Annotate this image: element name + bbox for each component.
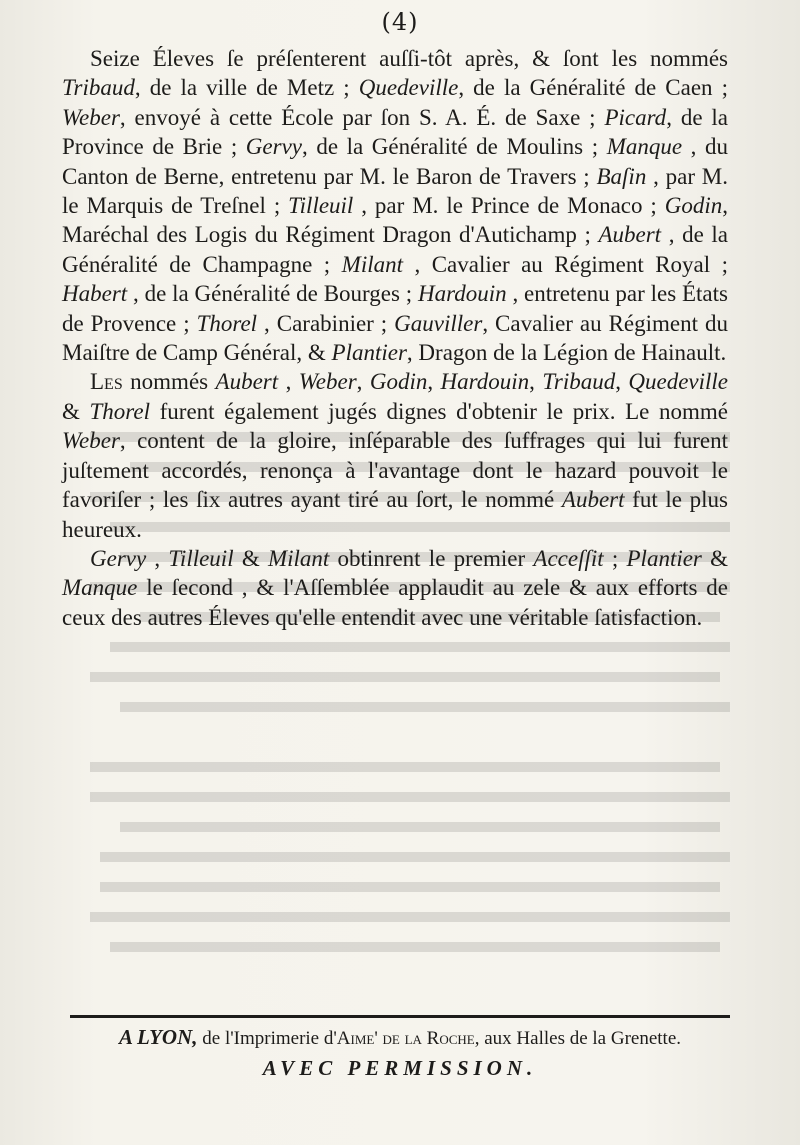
text-run: nommés [122,369,216,395]
italic-name: Picard [604,104,667,130]
permission-line: AVEC PERMISSION. [262,1056,538,1080]
text-run: furent également jugés dignes d'obtenir le prix. Le nommé [150,398,728,424]
imprint-printer-name: Aime' de la Roche [336,1028,475,1049]
italic-name: Habert [62,281,128,307]
italic-name: Gervy [90,545,147,571]
text-run: , [427,369,441,395]
italic-name: Acceſſit [533,545,604,571]
text-run: , content de la gloire, inſéparable des ſuffrages qui lui furent juſtement accordés, renonça à l'avantage dont le hazard pouvoit le favoriſer ; les ſix autres ayant tiré au ſort, le nommé [62,428,728,513]
text-run: fut le plus heureux. [62,487,728,542]
body-text [62,44,728,632]
italic-name: Aubert [561,487,625,513]
text-run: ; [603,545,627,571]
text-run: , [529,369,543,395]
text-run: , de la Province de Brie ; [62,104,728,160]
paragraph-prize-winners [62,367,728,543]
italic-name: Thorel [89,398,151,424]
text-run: & [233,545,268,571]
italic-name: Gervy [245,134,302,160]
text-run: , de la Généralité de Champagne ; [62,222,728,277]
text-run: , par M. le Marquis de Treſnel ; [62,163,728,219]
text-run: , entretenu par les États de Provence ; [62,281,728,336]
italic-name: Weber [62,104,120,130]
footer-rule [70,1015,730,1018]
text-run: , de la Généralité de Caen ; [458,75,728,101]
text-run: , Dragon de la Légion de Hainault. [406,340,727,366]
italic-name: Godin [369,369,428,395]
text-run: Seize Éleves ſe préſenterent auſſi-tôt après, & ſont les nommés [90,46,728,71]
text-run: , du Canton de Berne, entretenu par M. le Baron de Travers ; [62,134,728,189]
italic-name: Hardouin [440,369,530,395]
italic-name: Plantier [626,545,702,571]
text-run: & [62,398,90,424]
text-run: , [615,369,629,395]
imprint-text-before: de l'Imprimerie d' [197,1028,337,1049]
italic-name: Tilleuil [288,193,354,219]
italic-name: Tilleuil [168,545,234,571]
text-run: , par M. le Prince de Monaco ; [353,193,665,219]
italic-name: Thorel [196,310,258,336]
italic-name: Tribaud [62,75,135,101]
italic-name: Aubert [598,222,662,248]
paragraph-accessit [62,544,728,632]
italic-name: Baſin [596,163,647,189]
italic-name: Godin [664,193,723,219]
italic-name: Milant [267,545,330,571]
text-run: , [278,369,299,395]
italic-name: Manque [62,575,138,601]
page-number: (4) [381,8,419,36]
imprint-city: A LYON, [118,1025,198,1049]
italic-name: Quedeville [628,369,729,395]
text-run: obtinrent le premier [329,545,534,571]
text-run: , Cavalier au Régiment du Maiſtre de Camp Général, & [62,310,728,366]
text-run: , Maréchal des Logis du Régiment Dragon d'Autichamp ; [62,193,728,248]
italic-name: Weber [298,369,357,395]
text-run: , Cavalier au Régiment Royal ; [403,251,729,277]
small-caps-opening: Les [90,369,123,395]
italic-name: Aubert [215,369,279,395]
italic-name: Manque [606,134,683,160]
italic-name: Weber [62,428,120,454]
text-run: , [146,545,169,571]
paragraph-pupils-list [62,44,728,367]
text-run: , envoyé à cette École par ſon S. A. É. de Saxe ; [119,104,605,130]
text-run: , Carabinier ; [257,310,395,336]
italic-name: Tribaud [542,369,616,395]
italic-name: Plantier [331,340,407,366]
text-run: , de la Généralité de Moulins ; [301,134,607,160]
italic-name: Hardouin [418,281,507,307]
italic-name: Milant [341,251,403,277]
text-run: & [701,545,729,571]
text-run: , de la Généralité de Bourges ; [127,281,418,307]
text-run: , de la ville de Metz ; [134,75,359,101]
italic-name: Gauviller [394,310,483,336]
printer-imprint [70,1024,730,1052]
text-run: , [356,369,370,395]
text-run: le ſecond , & l'Aſſemblée applaudit au zele & aux efforts de ceux des autres Éleves qu'elle entendit avec une véritable ſatisfaction. [62,575,728,630]
italic-name: Quedeville [358,75,459,101]
imprint-text-after: , aux Halles de la Grenette. [474,1028,682,1049]
